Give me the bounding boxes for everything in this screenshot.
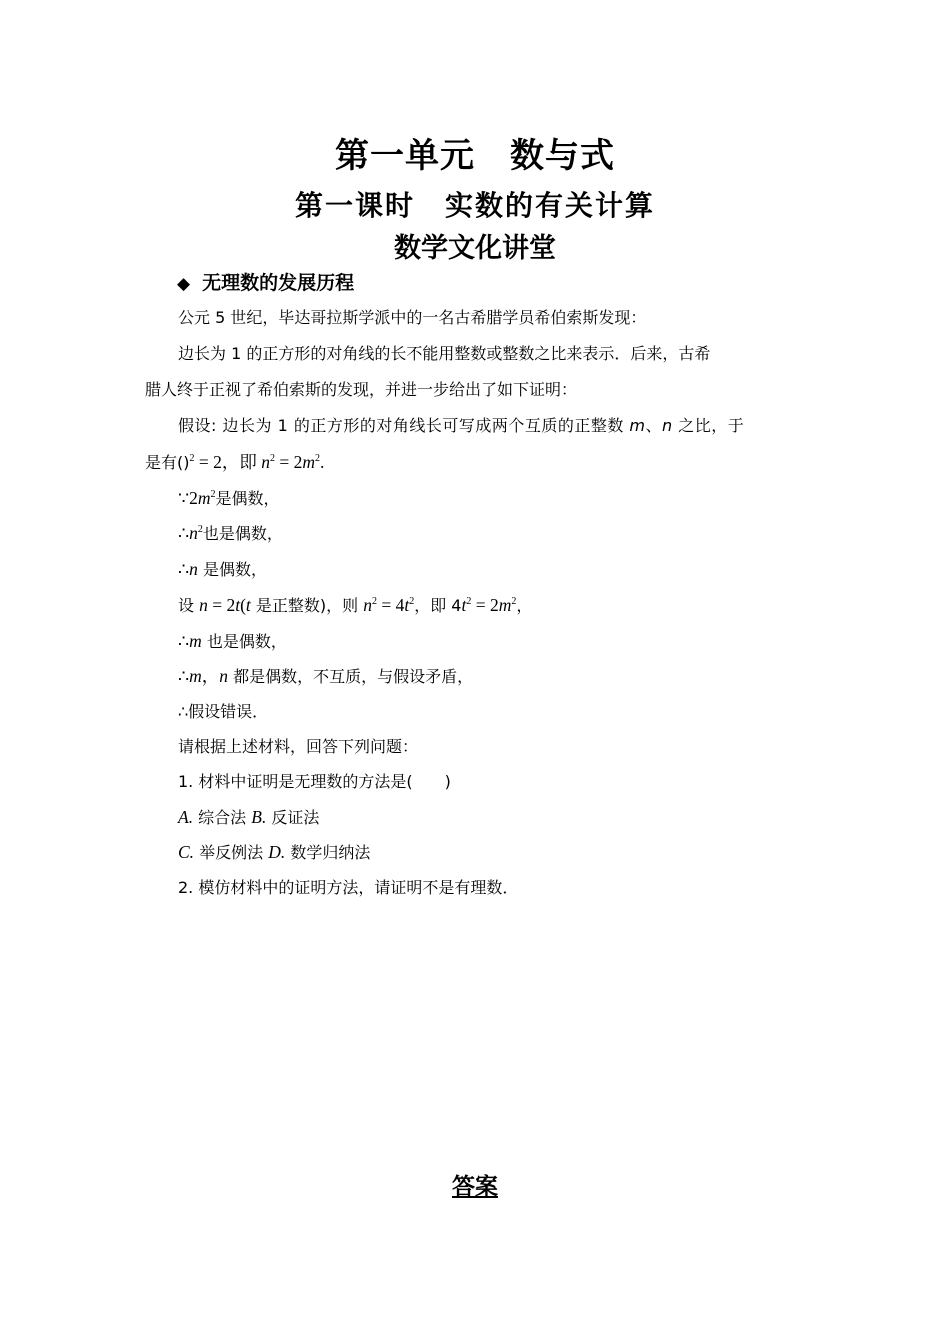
proof-step-contradiction: ∴m，n 都是偶数，不互质，与假设矛盾， bbox=[178, 666, 474, 686]
assumption-line2: 是有()$^2$ = 2，即 $n^2 = 2m^2$. bbox=[145, 452, 325, 472]
option-d-text: 数学归纳法 bbox=[285, 843, 371, 862]
option-c-text: 举反例法 bbox=[194, 843, 269, 862]
section-title: 数学文化讲堂 bbox=[394, 233, 556, 264]
question-2: 2. 模仿材料中的证明方法，请证明不是有理数． bbox=[178, 878, 519, 897]
var-m: m bbox=[629, 416, 646, 435]
var-n: n bbox=[662, 416, 673, 435]
questions-intro: 请根据上述材料，回答下列问题： bbox=[178, 737, 419, 756]
unit-title: 第一单元 数与式 bbox=[335, 136, 615, 176]
lesson-title: 第一课时 实数的有关计算 bbox=[294, 189, 655, 222]
topic-heading bbox=[177, 268, 354, 295]
paragraph-discovery-line2: 腊人终于正视了希伯索斯的发现，并进一步给出了如下证明： bbox=[145, 380, 578, 399]
question-1: 1. 材料中证明是无理数的方法是( ) bbox=[178, 772, 451, 791]
answer-heading: 答案 bbox=[452, 1174, 498, 1200]
diamond-bullet-icon: ◆ bbox=[177, 274, 191, 294]
option-b-text: 反证法 bbox=[266, 808, 320, 827]
paragraph-discovery-line1: 边长为 1 的正方形的对角线的长不能用整数或整数之比来表示．后来，古希 bbox=[178, 344, 711, 363]
proof-step-m-even: ∴m 也是偶数， bbox=[178, 631, 287, 651]
option-b-label: B. bbox=[251, 807, 267, 827]
option-a-text: 综合法 bbox=[193, 808, 252, 827]
option-c-label: C. bbox=[178, 842, 195, 862]
proof-step-n-squared-even: $\therefore n^2$也是偶数， bbox=[178, 523, 283, 543]
question-1-options-ab bbox=[178, 805, 838, 830]
proof-step-set-n: 设 n = 2t(t 是正整数)，则 $n^2 = 4t^2$，即 $4t^2 = 2m^2$， bbox=[178, 595, 533, 615]
paragraph-intro: 公元 5 世纪，毕达哥拉斯学派中的一名古希腊学员希伯索斯发现： bbox=[178, 308, 647, 327]
option-d-label: D. bbox=[268, 842, 286, 862]
proof-step-because: $\because 2m^2$是偶数， bbox=[178, 488, 280, 508]
assumption-line1: 假设: 边长为 1 的正方形的对角线长可写成两个互质的正整数 m、n 之比，于 bbox=[178, 416, 745, 435]
proof-step-n-even: ∴n 是偶数， bbox=[178, 559, 267, 579]
question-1-options-cd bbox=[178, 840, 838, 865]
option-a-label: A. bbox=[178, 807, 194, 827]
topic-heading-text: 无理数的发展历程 bbox=[202, 272, 355, 294]
proof-conclusion: ∴假设错误． bbox=[178, 702, 269, 721]
